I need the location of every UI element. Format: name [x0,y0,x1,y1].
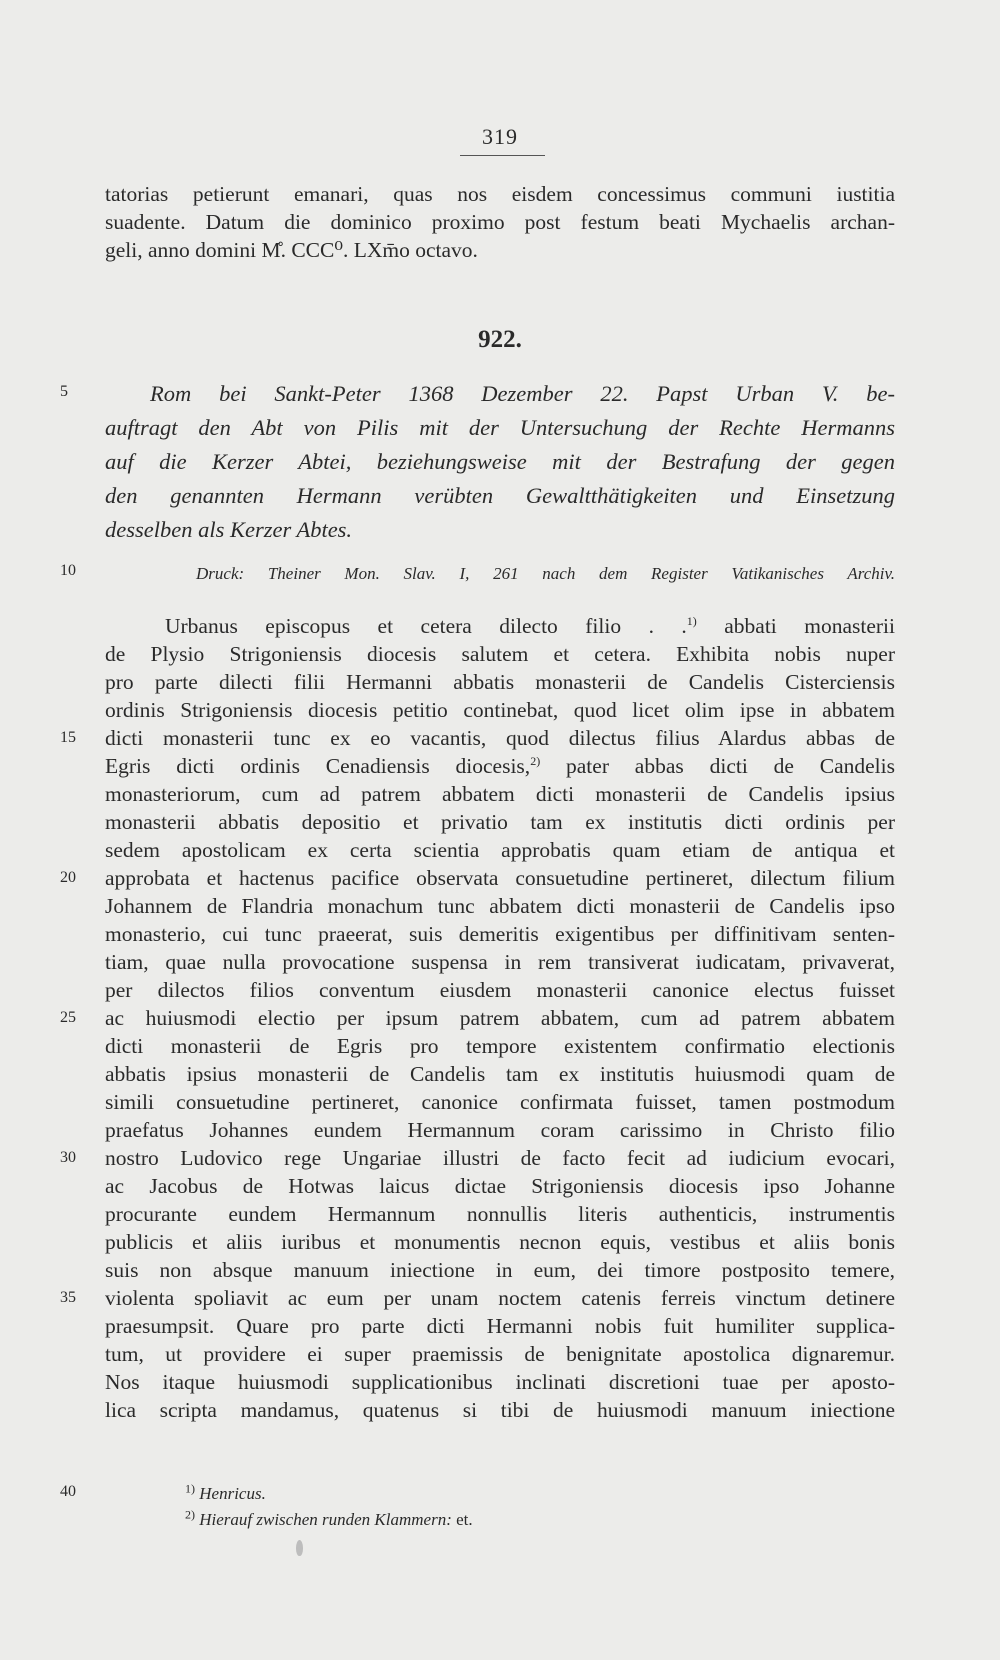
body-text: pater abbas dicti de Candelis [540,754,895,778]
body-line: procurante eundem Hermannum nonnullis literis authenticis, instrumentis [105,1202,895,1226]
regest-heading-line: den genannten Hermann verübten Gewaltthätigkeiten und Einsetzung [105,483,895,508]
footnote-text-suffix: et. [451,1510,473,1529]
body-text: Egris dicti ordinis Cenadiensis diocesis, [105,754,531,778]
footnote-ref: 2) [530,753,541,768]
body-line [105,752,895,780]
body-line: lica scripta mandamus, quatenus si tibi de huiusmodi manuum iniectione [105,1398,895,1422]
margin-line-number: 40 [60,1483,76,1500]
body-line: ac huiusmodi electio per ipsum patrem abbatem, cum ad patrem abbatem [105,1006,895,1030]
preceding-text-line: suadente. Datum die dominico proximo post festum beati Mychaelis archan- [105,210,895,234]
body-line [165,612,895,640]
footnote-ref: 1) [686,613,697,628]
body-text: abbati monasterii [696,614,895,638]
body-line: praesumpsit. Quare pro parte dicti Hermanni nobis fuit humiliter supplica- [105,1314,895,1338]
regest-heading-line: Rom bei Sankt-Peter 1368 Dezember 22. Papst Urban V. be- [150,381,895,406]
margin-line-number: 35 [60,1289,76,1306]
preceding-text-line: geli, anno domini M̊. CCC⁰. LXm̄o octavo. [105,238,478,262]
page-number-rule [460,155,545,156]
body-line: per dilectos filios conventum eiusdem monasterii canonice electus fuisset [105,978,895,1002]
regest-heading-line: auftragt den Abt von Pilis mit der Untersuchung der Rechte Hermanns [105,415,895,440]
body-line: de Plysio Strigoniensis diocesis salutem et cetera. Exhibita nobis nuper [105,642,895,666]
body-line: abbatis ipsius monasterii de Candelis tam ex institutis huiusmodi quam de [105,1062,895,1086]
body-line: monasterii abbatis depositio et privatio tam ex institutis dicti ordinis per [105,810,895,834]
ink-smudge [296,1540,303,1556]
footnote [185,1482,266,1506]
margin-line-number: 30 [60,1149,76,1166]
body-line: simili consuetudine pertineret, canonice confirmata fuisset, tamen postmodum [105,1090,895,1114]
footnote [185,1508,473,1532]
footnote-marker: 1) [185,1481,195,1496]
body-line: monasteriorum, cum ad patrem abbatem dicti monasterii de Candelis ipsius [105,782,895,806]
body-line: publicis et aliis iuribus et monumentis necnon equis, vestibus et aliis bonis [105,1230,895,1254]
body-line: tum, ut providere ei super praemissis de benignitate apostolica dignaremur. [105,1342,895,1366]
body-text: Urbanus episcopus et cetera dilecto filio . . [165,614,687,638]
margin-line-number: 20 [60,869,76,886]
regest-heading-line: desselben als Kerzer Abtes. [105,517,353,542]
page-number: 319 [482,124,518,149]
footnote-marker: 2) [185,1507,195,1522]
body-line: monasterio, cui tunc praeerat, suis demeritis exigentibus per diffinitivam senten- [105,922,895,946]
body-line: nostro Ludovico rege Ungariae illustri de facto fecit ad iudicium evocari, [105,1146,895,1170]
margin-line-number: 5 [60,383,68,400]
body-line: Nos itaque huiusmodi supplicationibus inclinati discretioni tuae per aposto- [105,1370,895,1394]
body-line: dicti monasterii tunc ex eo vacantis, quod dilectus filius Alardus abbas de [105,726,895,750]
margin-line-number: 25 [60,1009,76,1026]
body-line: ordinis Strigoniensis diocesis petitio continebat, quod licet olim ipse in abbatem [105,698,895,722]
body-line: ac Jacobus de Hotwas laicus dictae Strigoniensis diocesis ipso Johanne [105,1174,895,1198]
body-line: Johannem de Flandria monachum tunc abbatem dicti monasterii de Candelis ipso [105,894,895,918]
footnote-text: Hierauf zwischen runden Klammern: [199,1510,452,1529]
body-line: suis non absque manuum iniectione in eum, dei timore postposito temere, [105,1258,895,1282]
source-note: Druck: Theiner Mon. Slav. I, 261 nach dem Register Vatikanisches Archiv. [196,564,895,583]
footnote-text: Henricus. [199,1484,266,1503]
preceding-text-line: tatorias petierunt emanari, quas nos eisdem concessimus communi iustitia [105,182,895,206]
body-line: pro parte dilecti filii Hermanni abbatis monasterii de Candelis Cisterciensis [105,670,895,694]
margin-line-number: 15 [60,729,76,746]
regest-heading-line: auf die Kerzer Abtei, beziehungsweise mit der Bestrafung der gegen [105,449,895,474]
body-line: violenta spoliavit ac eum per unam noctem catenis ferreis vinctum detinere [105,1286,895,1310]
body-line: dicti monasterii de Egris pro tempore existentem confirmatio electionis [105,1034,895,1058]
body-line: approbata et hactenus pacifice observata consuetudine pertineret, dilectum filium [105,866,895,890]
document-number: 922. [478,326,522,353]
body-line: sedem apostolicam ex certa scientia approbatis quam etiam de antiqua et [105,838,895,862]
margin-line-number: 10 [60,562,76,579]
body-line: praefatus Johannes eundem Hermannum coram carissimo in Christo filio [105,1118,895,1142]
body-line: tiam, quae nulla provocatione suspensa in rem transiverat iudicatam, privaverat, [105,950,895,974]
